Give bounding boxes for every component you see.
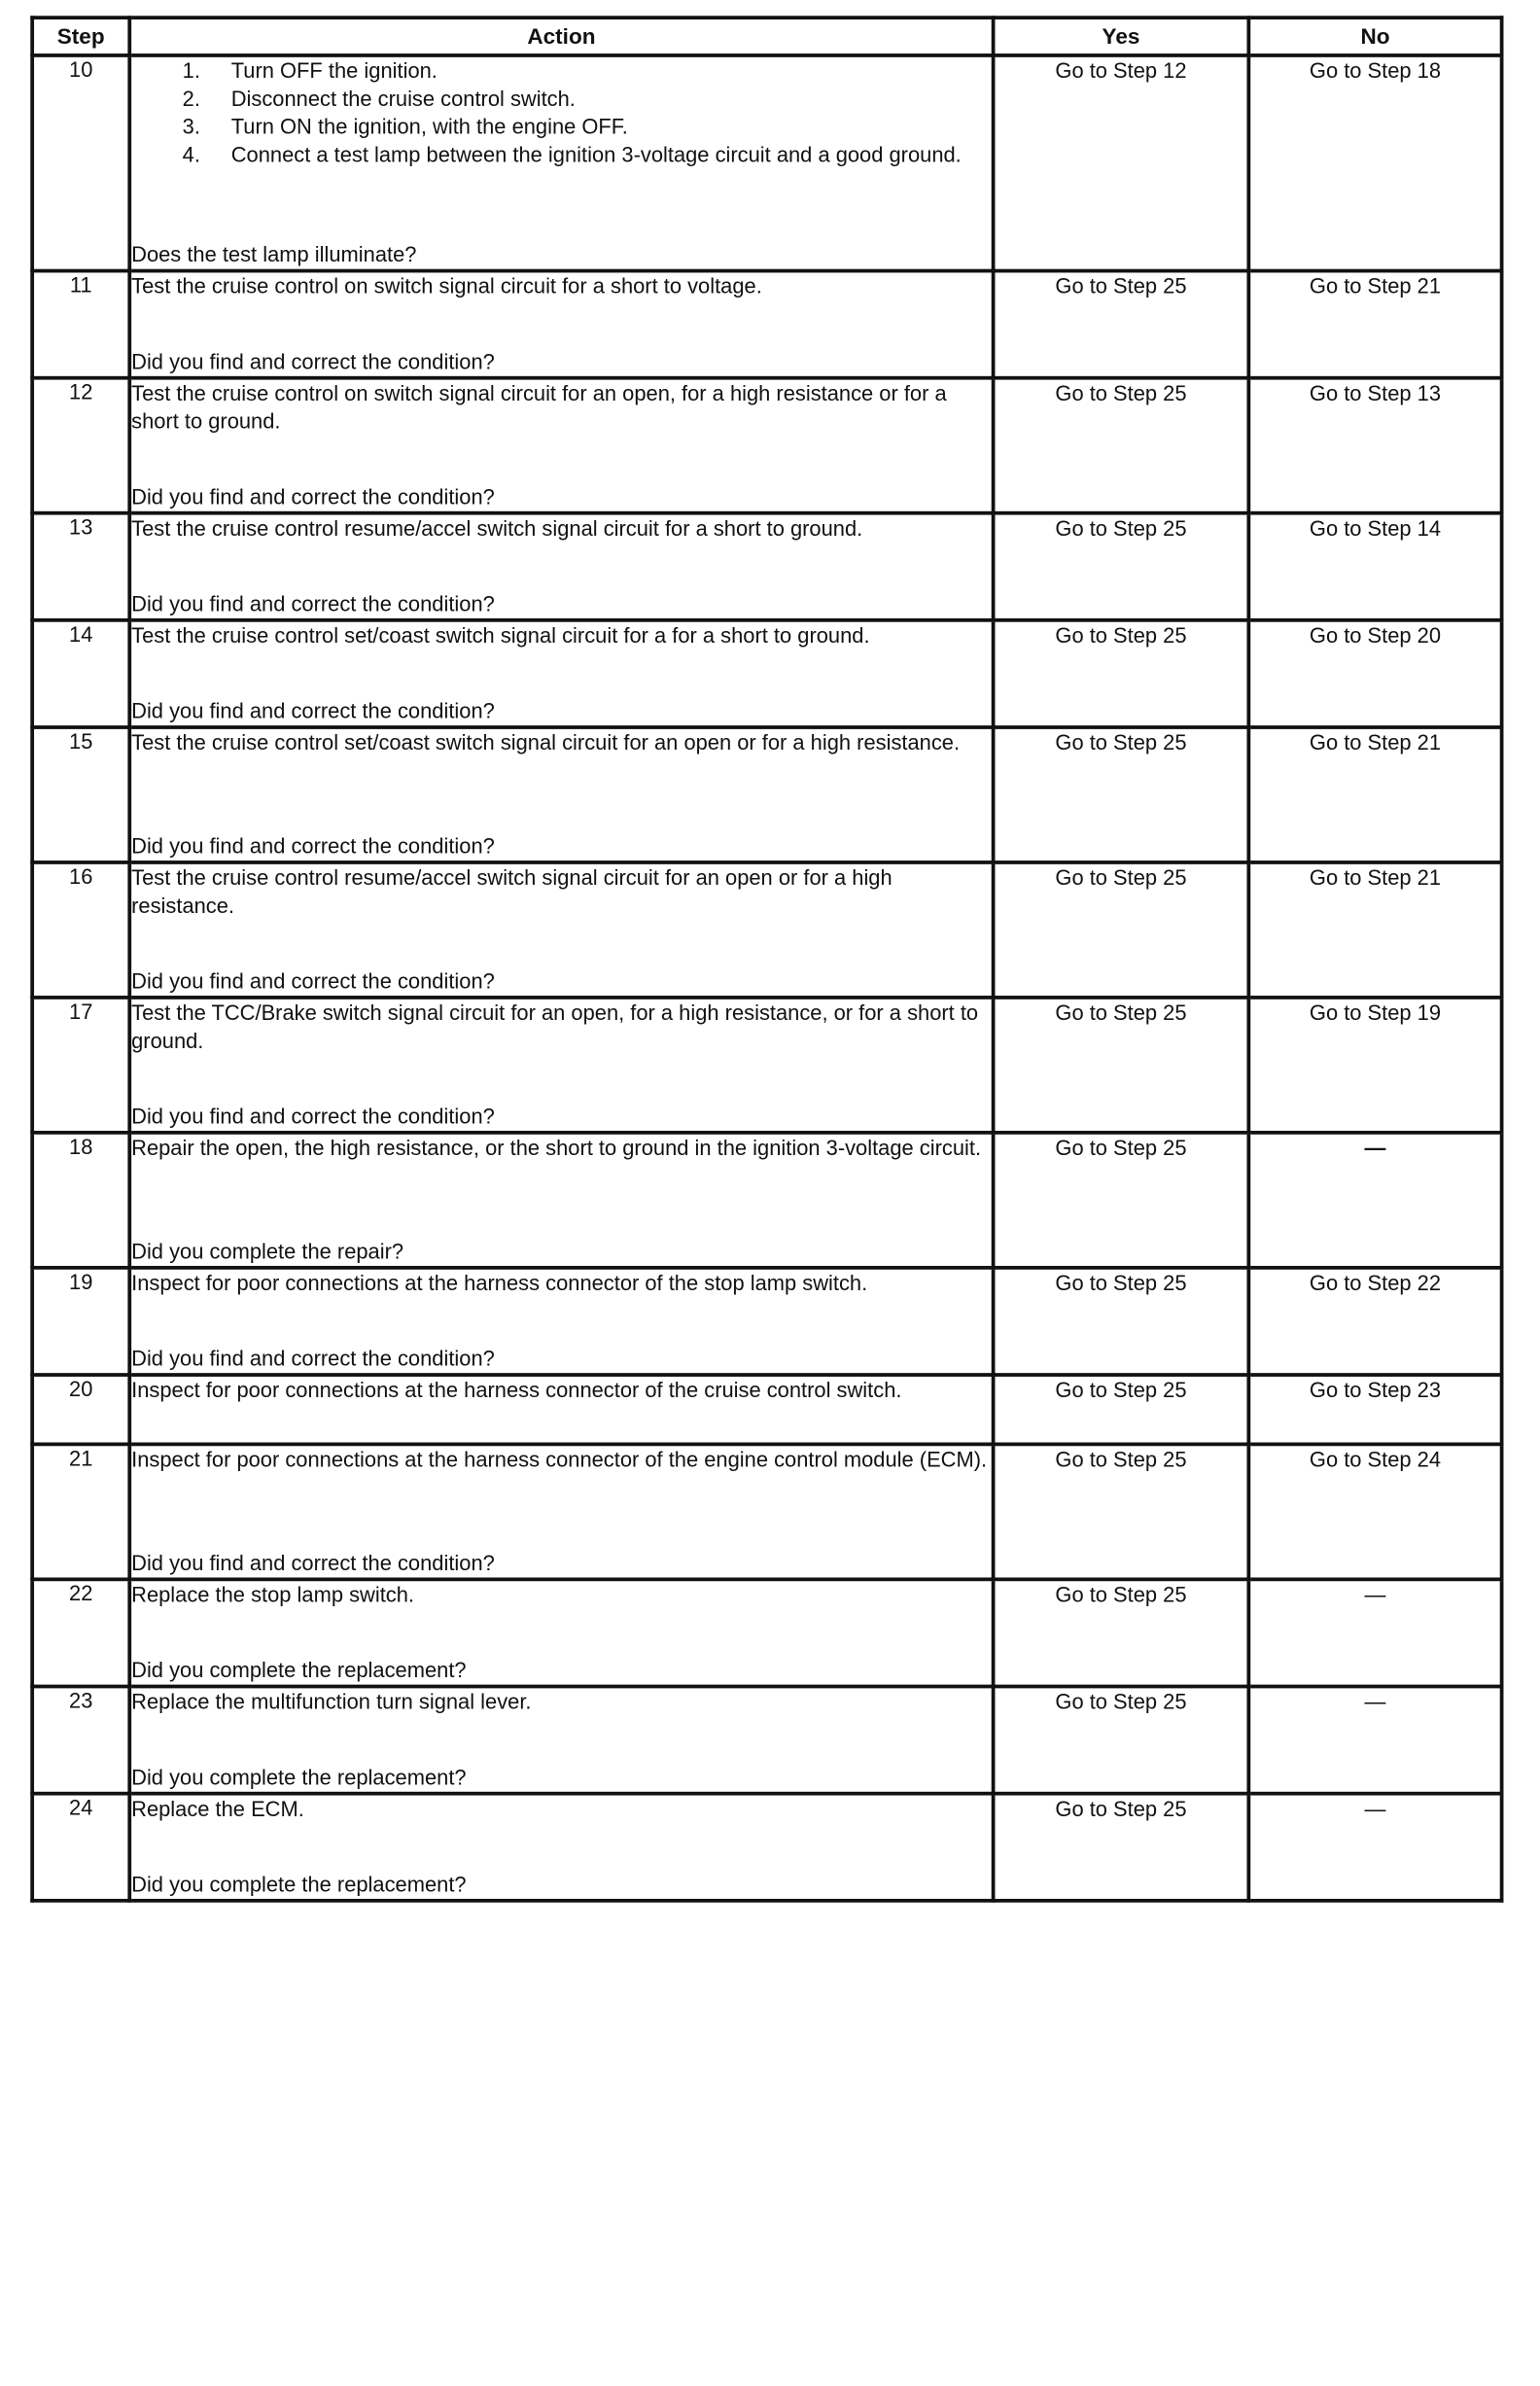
table-row: [32, 620, 1501, 727]
step-number: 24: [32, 1794, 129, 1901]
action-cell: [129, 1375, 993, 1444]
action-cell: [129, 271, 993, 378]
step-number: 23: [32, 1687, 129, 1794]
no-cell: Go to Step 19: [1248, 998, 1501, 1133]
action-content: [131, 1581, 992, 1684]
no-cell: Go to Step 22: [1248, 1268, 1501, 1375]
action-cell: [129, 1579, 993, 1686]
table-row: [32, 1268, 1501, 1375]
action-text: Test the cruise control resume/accel switch signal circuit for a short to ground.: [131, 515, 863, 541]
yes-cell: Go to Step 25: [994, 271, 1249, 378]
action-cell: [129, 513, 993, 620]
substep-text: Turn OFF the ignition.: [230, 58, 438, 84]
header-step: Step: [32, 18, 129, 55]
action-cell: [129, 1687, 993, 1794]
substep-text: Turn ON the ignition, with the engine OFF.: [230, 114, 628, 139]
substep-item: [131, 113, 992, 141]
action-cell: [129, 1133, 993, 1268]
yes-cell: Go to Step 25: [994, 513, 1249, 620]
action-question: Did you find and correct the condition?: [131, 833, 495, 859]
table-row: [32, 1687, 1501, 1794]
action-text: Replace the ECM.: [131, 1796, 304, 1821]
yes-cell: Go to Step 12: [994, 55, 1249, 271]
action-question: Did you find and correct the condition?: [131, 698, 495, 723]
table-row: [32, 1579, 1501, 1686]
substep-number: 1.: [182, 58, 200, 84]
action-question: Does the test lamp illuminate?: [131, 242, 417, 267]
header-yes: Yes: [994, 18, 1249, 55]
yes-cell: Go to Step 25: [994, 378, 1249, 513]
action-text: Inspect for poor connections at the harness connector of the cruise control switch.: [131, 1378, 902, 1403]
table-row: [32, 1133, 1501, 1268]
table-row: [32, 1375, 1501, 1444]
action-text: Inspect for poor connections at the harness connector of the stop lamp switch.: [131, 1270, 868, 1296]
yes-cell: Go to Step 25: [994, 620, 1249, 727]
table-row: [32, 513, 1501, 620]
table-row: [32, 862, 1501, 998]
substep-text: Disconnect the cruise control switch.: [230, 86, 576, 111]
action-text: Test the cruise control resume/accel switch signal circuit for an open or for a high resistance.: [131, 865, 892, 918]
action-text: Test the TCC/Brake switch signal circuit for an open, for a high resistance, or for a short to ground.: [131, 1000, 979, 1053]
action-question: Did you find and correct the condition?: [131, 968, 495, 994]
step-number: 13: [32, 513, 129, 620]
action-content: [131, 1796, 992, 1899]
substep-text: Connect a test lamp between the ignition 3-voltage circuit and a good ground.: [230, 142, 962, 167]
no-cell: Go to Step 14: [1248, 513, 1501, 620]
substep-number: 3.: [182, 114, 200, 139]
action-content: [131, 515, 992, 618]
action-cell: [129, 620, 993, 727]
action-question: Did you find and correct the condition?: [131, 1346, 495, 1371]
action-cell: [129, 727, 993, 862]
action-question: Did you complete the replacement?: [131, 1872, 467, 1897]
no-cell: —: [1248, 1133, 1501, 1268]
no-cell: Go to Step 21: [1248, 727, 1501, 862]
table-row: [32, 727, 1501, 862]
substep-item: [131, 57, 992, 86]
no-cell: Go to Step 21: [1248, 271, 1501, 378]
table-row: [32, 55, 1501, 271]
action-text: Test the cruise control on switch signal circuit for an open, for a high resistance or for a short to ground.: [131, 380, 947, 434]
action-content: [131, 1000, 992, 1131]
no-cell: Go to Step 13: [1248, 378, 1501, 513]
table-row: [32, 1444, 1501, 1579]
action-content: [131, 622, 992, 725]
action-question: Did you find and correct the condition?: [131, 1104, 495, 1129]
yes-cell: Go to Step 25: [994, 998, 1249, 1133]
step-number: 18: [32, 1133, 129, 1268]
action-question: Did you complete the replacement?: [131, 1658, 467, 1683]
action-cell: [129, 1794, 993, 1901]
no-cell: Go to Step 24: [1248, 1444, 1501, 1579]
step-number: 15: [32, 727, 129, 862]
step-number: 10: [32, 55, 129, 271]
action-text: Replace the multifunction turn signal lever.: [131, 1689, 532, 1714]
action-content: [131, 1270, 992, 1373]
table-row: [32, 1794, 1501, 1901]
action-content: [131, 380, 992, 511]
step-number: 22: [32, 1579, 129, 1686]
yes-cell: Go to Step 25: [994, 1687, 1249, 1794]
action-text: Test the cruise control on switch signal circuit for a short to voltage.: [131, 273, 762, 298]
action-cell: [129, 1444, 993, 1579]
action-question: Did you find and correct the condition?: [131, 349, 495, 374]
action-question: Did you find and correct the condition?: [131, 484, 495, 509]
action-text: Test the cruise control set/coast switch signal circuit for an open or for a high resistance.: [131, 730, 961, 755]
step-number: 17: [32, 998, 129, 1133]
action-question: Did you find and correct the condition?: [131, 1550, 495, 1575]
substep-item: [131, 86, 992, 114]
substep-number: 4.: [182, 142, 200, 167]
step-number: 12: [32, 378, 129, 513]
action-content: [131, 57, 992, 269]
action-text: Inspect for poor connections at the harness connector of the engine control module (ECM).: [131, 1447, 988, 1472]
yes-cell: Go to Step 25: [994, 862, 1249, 998]
action-question: Did you find and correct the condition?: [131, 591, 495, 616]
no-cell: Go to Step 21: [1248, 862, 1501, 998]
yes-cell: Go to Step 25: [994, 1444, 1249, 1579]
action-cell: [129, 862, 993, 998]
yes-cell: Go to Step 25: [994, 727, 1249, 862]
action-text: Test the cruise control set/coast switch signal circuit for a for a short to ground.: [131, 622, 870, 649]
action-content: [131, 272, 992, 375]
action-cell: [129, 55, 993, 271]
yes-cell: Go to Step 25: [994, 1268, 1249, 1375]
step-number: 11: [32, 271, 129, 378]
action-cell: [129, 998, 993, 1133]
action-content: [131, 1446, 992, 1577]
table-row: [32, 998, 1501, 1133]
no-cell: —: [1248, 1579, 1501, 1686]
no-cell: —: [1248, 1794, 1501, 1901]
yes-cell: Go to Step 25: [994, 1133, 1249, 1268]
step-number: 20: [32, 1375, 129, 1444]
action-question: Did you complete the repair?: [131, 1239, 404, 1264]
substep-list: [131, 57, 992, 169]
step-number: 16: [32, 862, 129, 998]
yes-cell: Go to Step 25: [994, 1375, 1249, 1444]
header-action: Action: [129, 18, 993, 55]
yes-cell: Go to Step 25: [994, 1579, 1249, 1686]
no-cell: Go to Step 23: [1248, 1375, 1501, 1444]
action-cell: [129, 1268, 993, 1375]
no-cell: Go to Step 18: [1248, 55, 1501, 271]
action-text: Repair the open, the high resistance, or the short to ground in the ignition 3-voltage circuit.: [131, 1136, 982, 1161]
step-number: 19: [32, 1268, 129, 1375]
yes-cell: Go to Step 25: [994, 1794, 1249, 1901]
substep-item: [131, 141, 992, 169]
table-row: [32, 378, 1501, 513]
header-no: No: [1248, 18, 1501, 55]
action-content: [131, 1135, 992, 1266]
diagnostic-table: [30, 16, 1503, 1902]
action-content: [131, 1688, 992, 1791]
no-cell: —: [1248, 1687, 1501, 1794]
step-number: 21: [32, 1444, 129, 1579]
action-content: [131, 729, 992, 860]
action-content: [131, 864, 992, 996]
action-cell: [129, 378, 993, 513]
step-number: 14: [32, 620, 129, 727]
no-cell: Go to Step 20: [1248, 620, 1501, 727]
action-text: Replace the stop lamp switch.: [131, 1582, 415, 1607]
action-question: Did you complete the replacement?: [131, 1765, 467, 1790]
header-row: [32, 18, 1501, 55]
substep-number: 2.: [182, 86, 200, 111]
table-row: [32, 271, 1501, 378]
